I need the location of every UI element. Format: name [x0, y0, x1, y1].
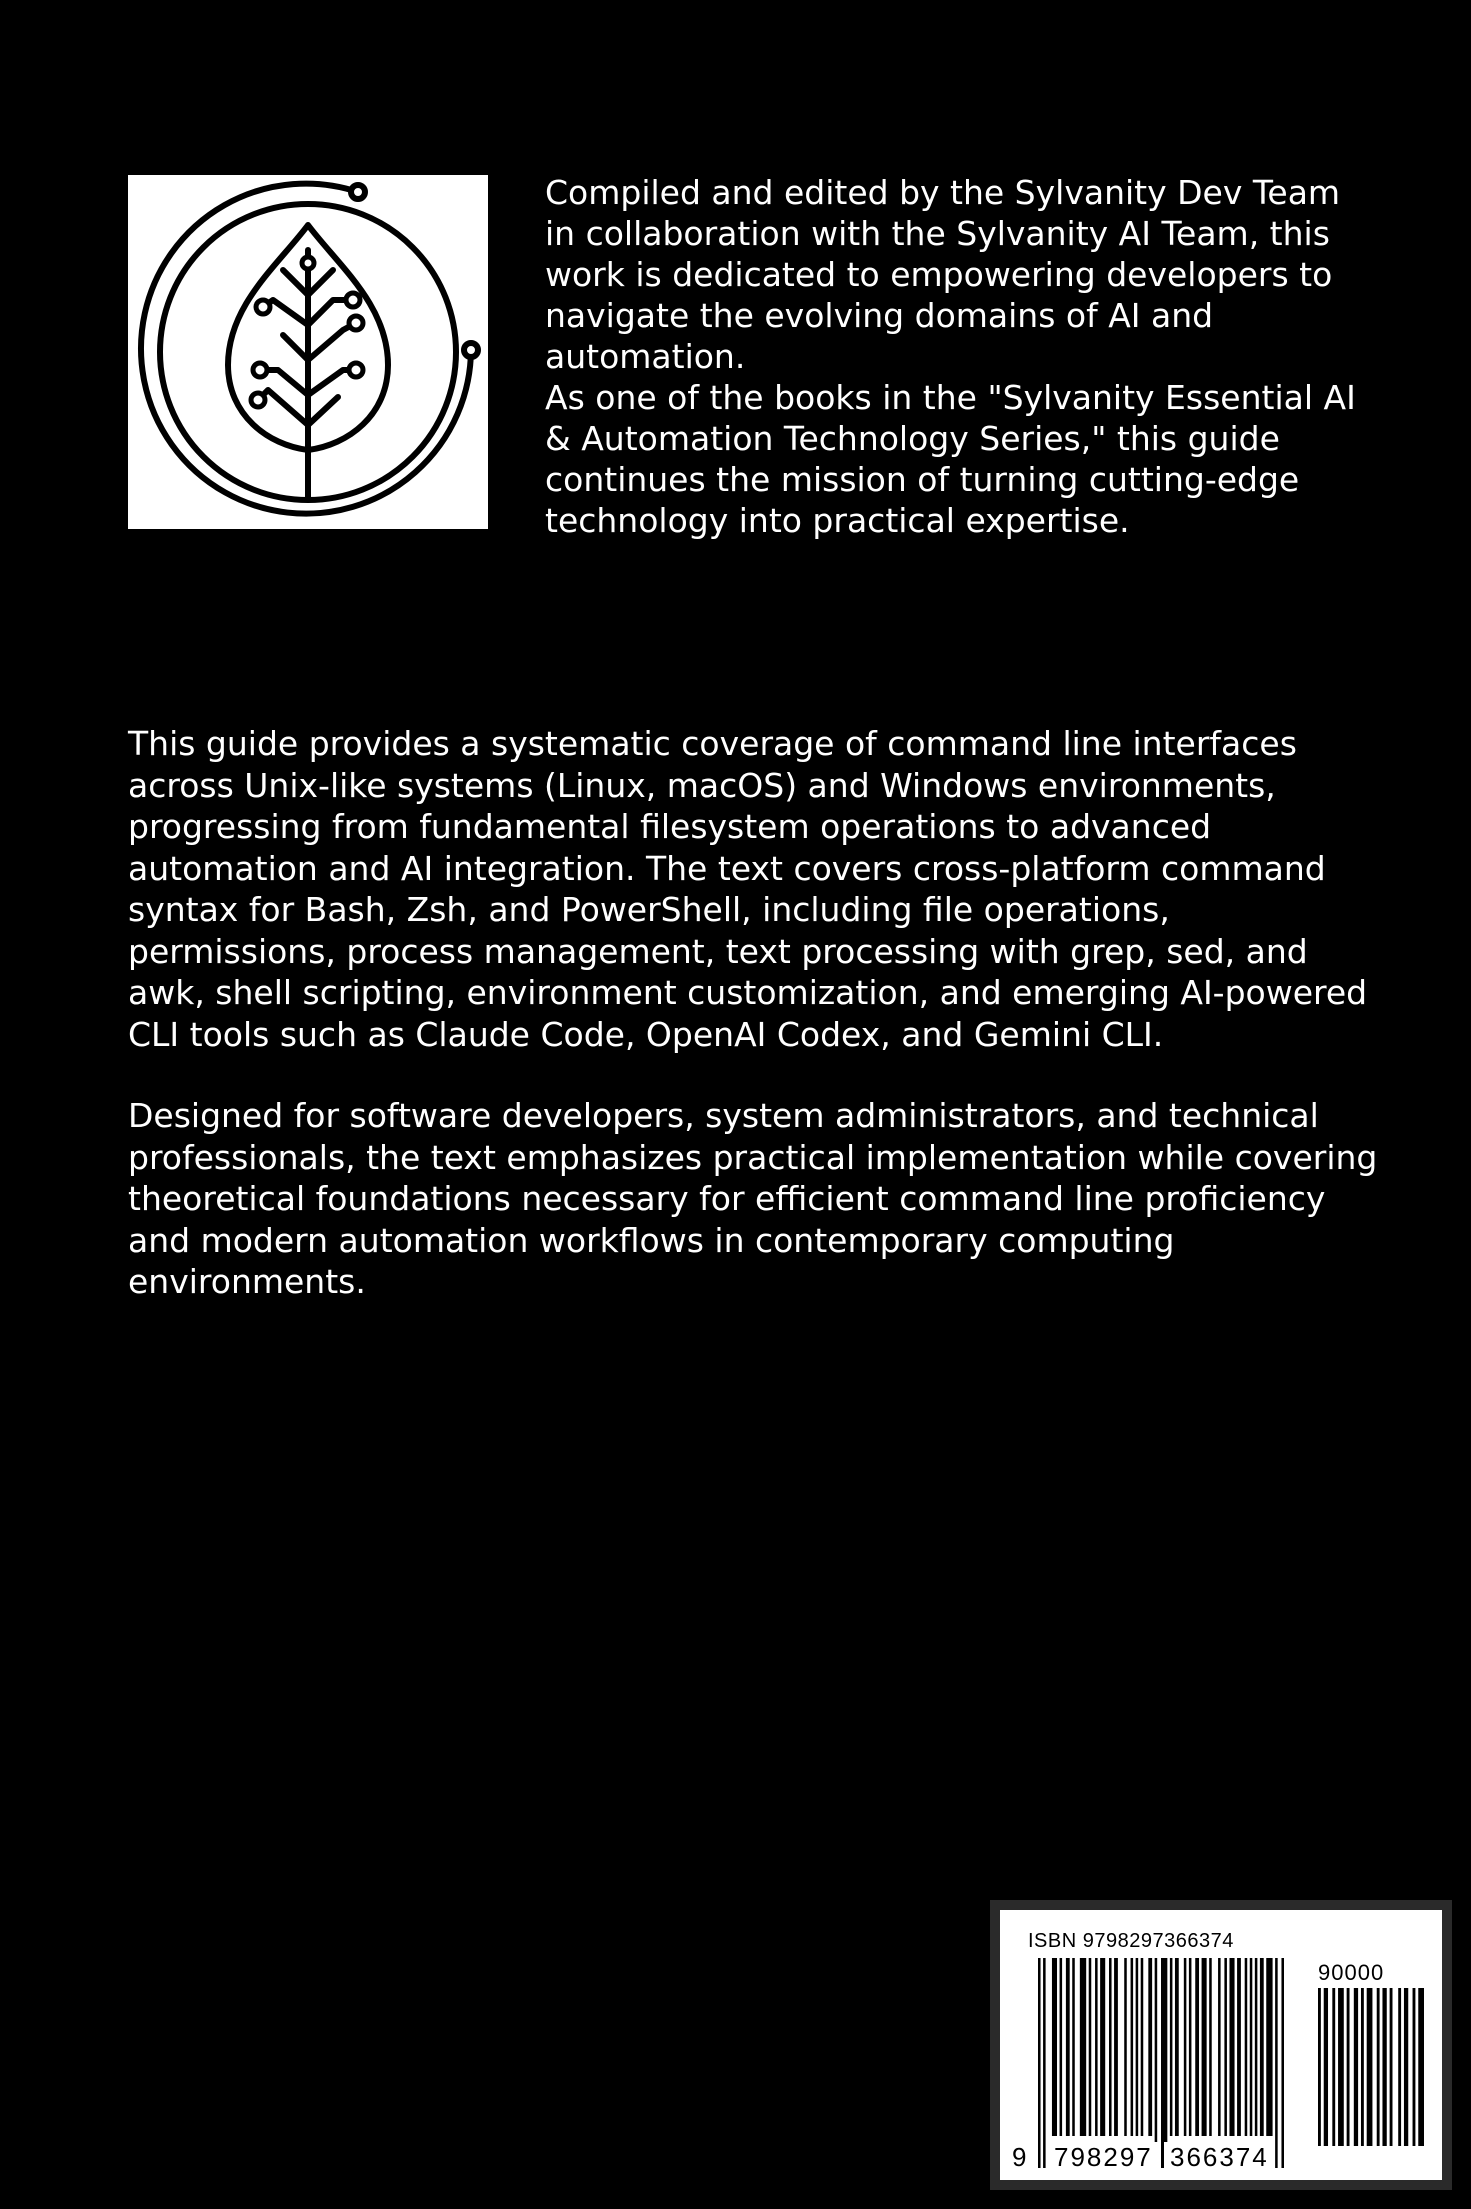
barcode-bar [1404, 1988, 1408, 2146]
barcode-bar [1195, 1958, 1199, 2136]
barcode-bar [1361, 1988, 1364, 2146]
barcode-bar [1124, 1958, 1127, 2136]
barcode-bar [1136, 1958, 1139, 2136]
barcode-bar [1060, 1958, 1063, 2136]
barcode-bar [1324, 1988, 1328, 2146]
barcode-bars [1038, 1958, 1284, 2168]
barcode-bar [1224, 1958, 1227, 2136]
barcode-bar [1266, 1958, 1272, 2136]
price-code: 90000 [1318, 1960, 1385, 1985]
barcode-bar [1161, 1958, 1167, 2168]
description-paragraph-2: Designed for software developers, system administrators, and technical professionals, the text emphasizes practical implementation while covering theoretical foundations necessary for efficient command line proficiency and modern automation workflows in contemporary computing environments. [128, 1096, 1378, 1301]
barcode-bar [1100, 1958, 1105, 2136]
barcode-bar [1043, 1958, 1046, 2168]
barcode-bar [1413, 1988, 1416, 2146]
barcode-bar [1260, 1958, 1264, 2136]
sylvanity-logo [128, 175, 488, 529]
barcode-bar [1275, 1958, 1278, 2168]
isbn-digits [1012, 2142, 1292, 2172]
barcode-bar [1202, 1958, 1207, 2136]
barcode-bar [1237, 1958, 1241, 2136]
price-barcode-bars [1318, 1988, 1424, 2146]
book-description [128, 723, 1378, 1303]
barcode-bar [1175, 1958, 1179, 2136]
intro-text [545, 172, 1365, 541]
barcode-bar [1367, 1988, 1373, 2146]
isbn-digit-lead: 9 [1012, 2142, 1027, 2172]
isbn-digit-group-2: 366374 [1164, 2142, 1275, 2173]
barcode-bar [1089, 1958, 1092, 2136]
barcode-bar [1245, 1958, 1248, 2136]
barcode-bar [1066, 1958, 1070, 2136]
barcode-bar [1281, 1958, 1284, 2168]
barcode-bar [1148, 1958, 1152, 2136]
barcode-bar [1398, 1988, 1401, 2146]
intro-paragraph-1: Compiled and edited by the Sylvanity Dev Team in collaboration with the Sylvanity AI Team, this work is dedicated to empowering developers to navigate the evolving domains of AI and automation. [545, 173, 1341, 376]
barcode-bar [1318, 1988, 1321, 2146]
barcode-bar [1109, 1958, 1112, 2136]
barcode-bar [1250, 1958, 1253, 2136]
barcode-bar [1170, 1958, 1173, 2136]
barcode-bar [1052, 1958, 1057, 2136]
barcode-bar [1095, 1958, 1098, 2136]
description-paragraph-1: This guide provides a systematic coverage of command line interfaces across Unix-like systems (Linux, macOS) and Windows environments, progressing from fundamental filesystem operations to advanced automation and AI integration. The text covers cross-platform command syntax for Bash, Zsh, and PowerShell, including file operations, permissions, process management, text processing with grep, sed, and awk, shell scripting, environment customization, and emerging AI-powered CLI tools such as Claude Code, OpenAI Codex, and Gemini CLI. [128, 724, 1368, 1054]
barcode-bar [1080, 1958, 1086, 2136]
barcode-bar [1038, 1958, 1041, 2168]
barcode-bar [1114, 1958, 1118, 2136]
isbn-label: ISBN 9798297366374 [1028, 1930, 1234, 1952]
barcode-bar [1354, 1988, 1358, 2146]
intro-paragraph-2: As one of the books in the "Sylvanity Essential AI & Automation Technology Series," this guide continues the mission of turning cutting-edge technology into practical expertise. [545, 378, 1356, 540]
leaf-circuit-icon [128, 175, 488, 529]
barcode-bar [1131, 1958, 1134, 2136]
barcode-bar [1390, 1988, 1393, 2146]
barcode-bar [1377, 1988, 1380, 2146]
barcode-bar [1255, 1958, 1258, 2136]
barcode-bars-graphic [1038, 1958, 1284, 2168]
isbn-digit-group-1: 798297 [1048, 2142, 1159, 2173]
barcode-bar [1184, 1958, 1187, 2136]
barcode-bar [1155, 1958, 1158, 2168]
barcode-bar [1141, 1958, 1144, 2136]
barcode-bar [1418, 1988, 1424, 2146]
isbn-barcode [1000, 1910, 1442, 2180]
price-barcode-bars-graphic [1318, 1988, 1424, 2146]
barcode-bar [1189, 1958, 1192, 2136]
barcode-bar [1072, 1958, 1075, 2136]
barcode-bar [1229, 1958, 1234, 2136]
barcode-bar [1347, 1988, 1350, 2146]
barcode-bar [1332, 1988, 1335, 2146]
barcode-bar [1209, 1958, 1212, 2136]
barcode-bar [1218, 1958, 1221, 2136]
barcode-bar [1338, 1988, 1344, 2146]
barcode-bar [1382, 1988, 1386, 2146]
